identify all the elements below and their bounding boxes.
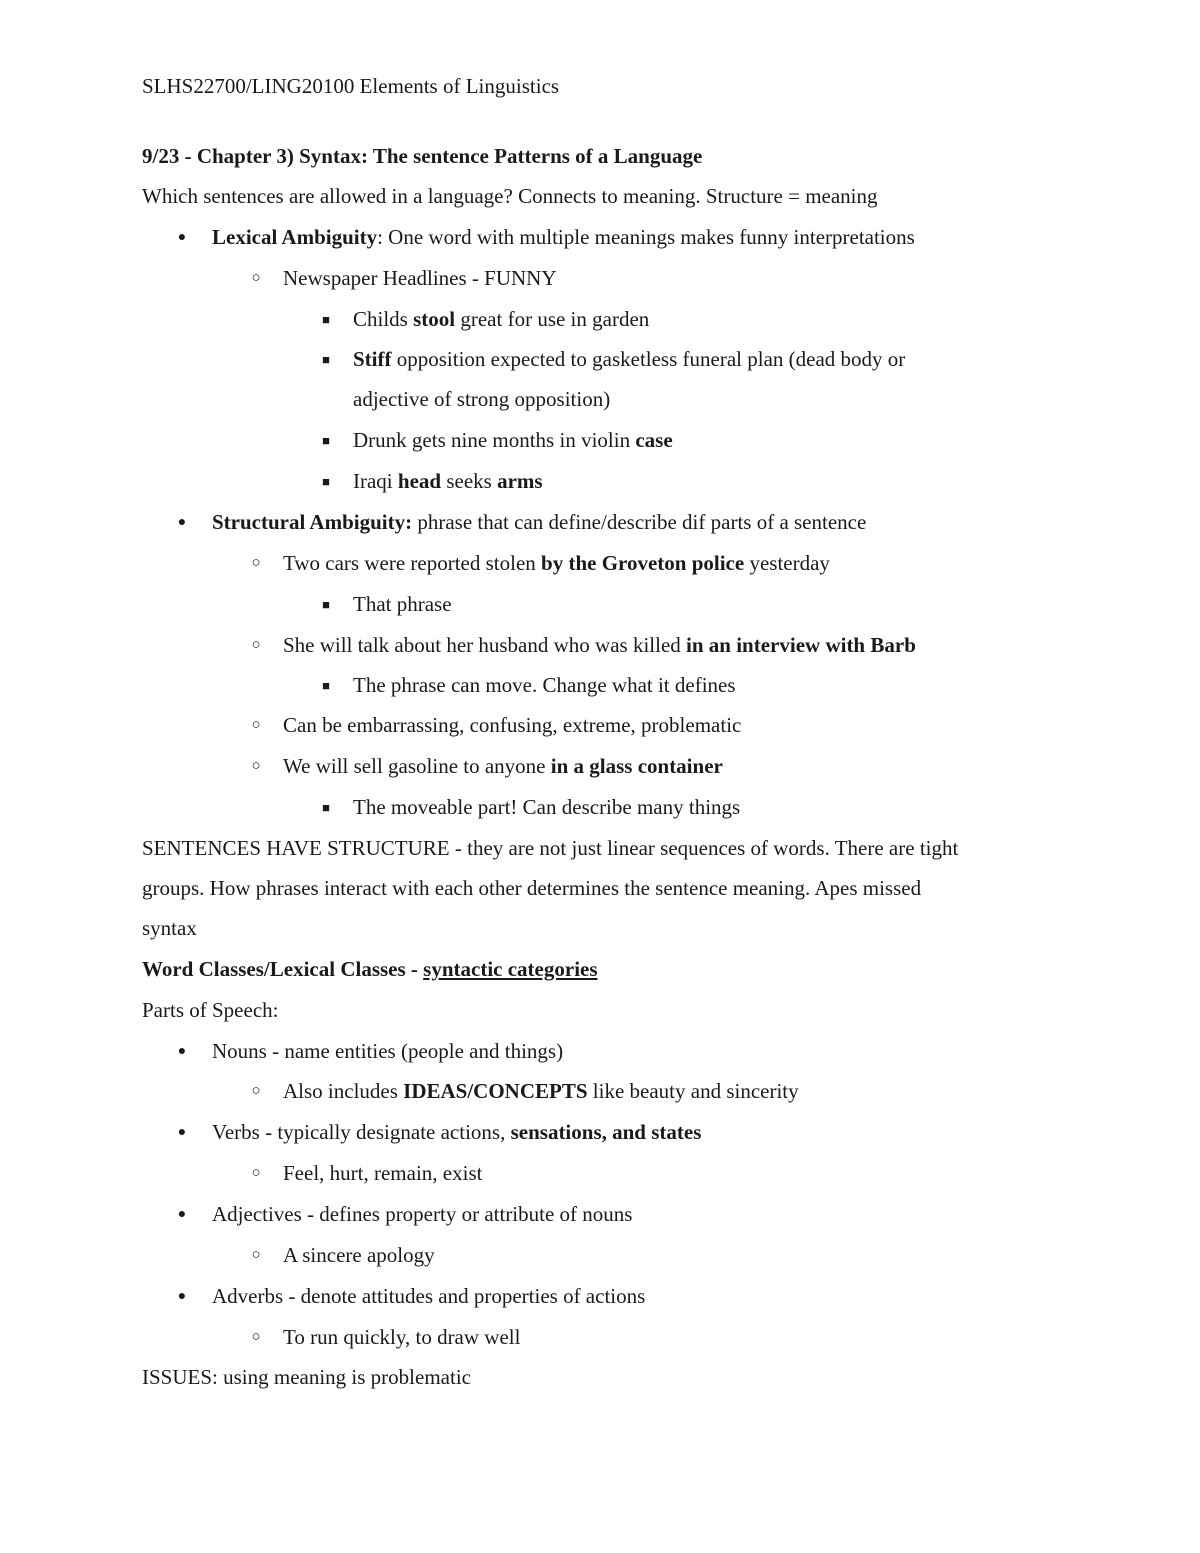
circle-bullet-icon: ○ <box>251 555 261 571</box>
bold-run: stool <box>413 307 456 331</box>
text-run: opposition expected to gasketless funeral plan (dead body or <box>391 347 906 371</box>
structural-example-1 <box>283 543 1100 584</box>
bold-run: in an interview with Barb <box>686 633 916 657</box>
text-run: seeks <box>441 469 498 493</box>
section-intro: Which sentences are allowed in a language? Connects to meaning. Structure = meaning <box>142 184 878 208</box>
text-run: We will sell gasoline to anyone <box>283 754 551 778</box>
disc-bullet-icon: ● <box>177 1207 187 1222</box>
lexical-def: : One word with multiple meanings makes funny interpretations <box>377 225 915 249</box>
text-run: great for use in garden <box>455 307 650 331</box>
section-title-text: 9/23 - Chapter 3) Syntax: The sentence Patterns of a Language <box>142 144 703 168</box>
issues-line: ISSUES: using meaning is problematic <box>142 1365 471 1389</box>
square-bullet-icon: ■ <box>322 352 330 367</box>
square-bullet-icon: ■ <box>322 678 330 693</box>
structural-note-4: The moveable part! Can describe many things <box>353 795 741 819</box>
structure-paragraph-line-3: syntax <box>142 916 197 940</box>
verbs-sub-item: Feel, hurt, remain, exist <box>283 1161 483 1185</box>
bold-run: Stiff <box>353 347 392 371</box>
course-header: SLHS22700/LING20100 Elements of Linguistics <box>142 74 560 98</box>
structural-note-2: The phrase can move. Change what it defines <box>353 673 736 697</box>
adverbs-sub-item: To run quickly, to draw well <box>283 1325 521 1349</box>
square-bullet-icon: ■ <box>322 474 330 489</box>
headline-example-2-cont: adjective of strong opposition) <box>353 387 611 411</box>
circle-bullet-icon: ○ <box>251 1329 261 1345</box>
adjectives-sub-item: A sincere apology <box>283 1243 435 1267</box>
text-run: Two cars were reported stolen <box>283 551 542 575</box>
circle-bullet-icon: ○ <box>251 1083 261 1099</box>
structure-paragraph-line-1: SENTENCES HAVE STRUCTURE - they are not just linear sequences of words. There are tight <box>142 836 959 860</box>
parts-of-speech-label: Parts of Speech: <box>142 998 279 1022</box>
text-run: Childs <box>353 307 414 331</box>
structural-note-1: That phrase <box>353 592 452 616</box>
circle-bullet-icon: ○ <box>251 1247 261 1263</box>
text-run: Drunk gets nine months in violin <box>353 428 636 452</box>
headline-example-1 <box>353 299 1100 340</box>
bold-run: Word Classes/Lexical Classes - <box>142 957 424 981</box>
text-run: Verbs - typically designate actions, <box>212 1120 511 1144</box>
disc-bullet-icon: ● <box>177 1289 187 1304</box>
square-bullet-icon: ■ <box>322 433 330 448</box>
text-run: Iraqi <box>353 469 398 493</box>
text-run: yesterday <box>744 551 830 575</box>
structural-example-3: Can be embarrassing, confusing, extreme, problematic <box>283 713 742 737</box>
structural-example-4 <box>283 746 1100 787</box>
disc-bullet-icon: ● <box>177 515 187 530</box>
bold-run: arms <box>497 469 543 493</box>
adjectives-item: Adjectives - defines property or attribute of nouns <box>212 1202 633 1226</box>
text-run: She will talk about her husband who was killed <box>283 633 687 657</box>
bold-run: by the Groveton police <box>541 551 745 575</box>
text-run: like beauty and sincerity <box>587 1079 799 1103</box>
bold-run: in a glass container <box>550 754 723 778</box>
section-title <box>142 136 1100 177</box>
bold-run: sensations, and states <box>510 1120 702 1144</box>
headline-example-3 <box>353 420 1100 461</box>
circle-bullet-icon: ○ <box>251 270 261 286</box>
structural-def: phrase that can define/describe dif parts of a sentence <box>412 510 867 534</box>
square-bullet-icon: ■ <box>322 312 330 327</box>
circle-bullet-icon: ○ <box>251 717 261 733</box>
disc-bullet-icon: ● <box>177 230 187 245</box>
word-classes-heading <box>142 949 1100 990</box>
disc-bullet-icon: ● <box>177 1044 187 1059</box>
bold-run: IDEAS/CONCEPTS <box>403 1079 588 1103</box>
verbs-item <box>212 1112 1100 1153</box>
lexical-term: Lexical Ambiguity <box>212 225 378 249</box>
structural-term: Structural Ambiguity: <box>212 510 413 534</box>
bold-run: head <box>397 469 442 493</box>
square-bullet-icon: ■ <box>322 597 330 612</box>
underlined-run: syntactic categories <box>423 957 598 981</box>
bold-run: case <box>635 428 673 452</box>
circle-bullet-icon: ○ <box>251 637 261 653</box>
headline-example-2 <box>353 339 1100 380</box>
circle-bullet-icon: ○ <box>251 1165 261 1181</box>
structural-example-2 <box>283 625 1100 666</box>
disc-bullet-icon: ● <box>177 1125 187 1140</box>
nouns-sub-item <box>283 1071 1100 1112</box>
headlines-item: Newspaper Headlines - FUNNY <box>283 266 557 290</box>
structural-ambiguity-item <box>212 502 1100 543</box>
nouns-item: Nouns - name entities (people and things) <box>212 1039 564 1063</box>
adverbs-item: Adverbs - denote attitudes and properties of actions <box>212 1284 646 1308</box>
circle-bullet-icon: ○ <box>251 758 261 774</box>
square-bullet-icon: ■ <box>322 800 330 815</box>
structure-paragraph-line-2: groups. How phrases interact with each other determines the sentence meaning. Apes missed <box>142 876 922 900</box>
headline-example-4 <box>353 461 1100 502</box>
text-run: Also includes <box>283 1079 404 1103</box>
lexical-ambiguity-item <box>212 217 1100 258</box>
